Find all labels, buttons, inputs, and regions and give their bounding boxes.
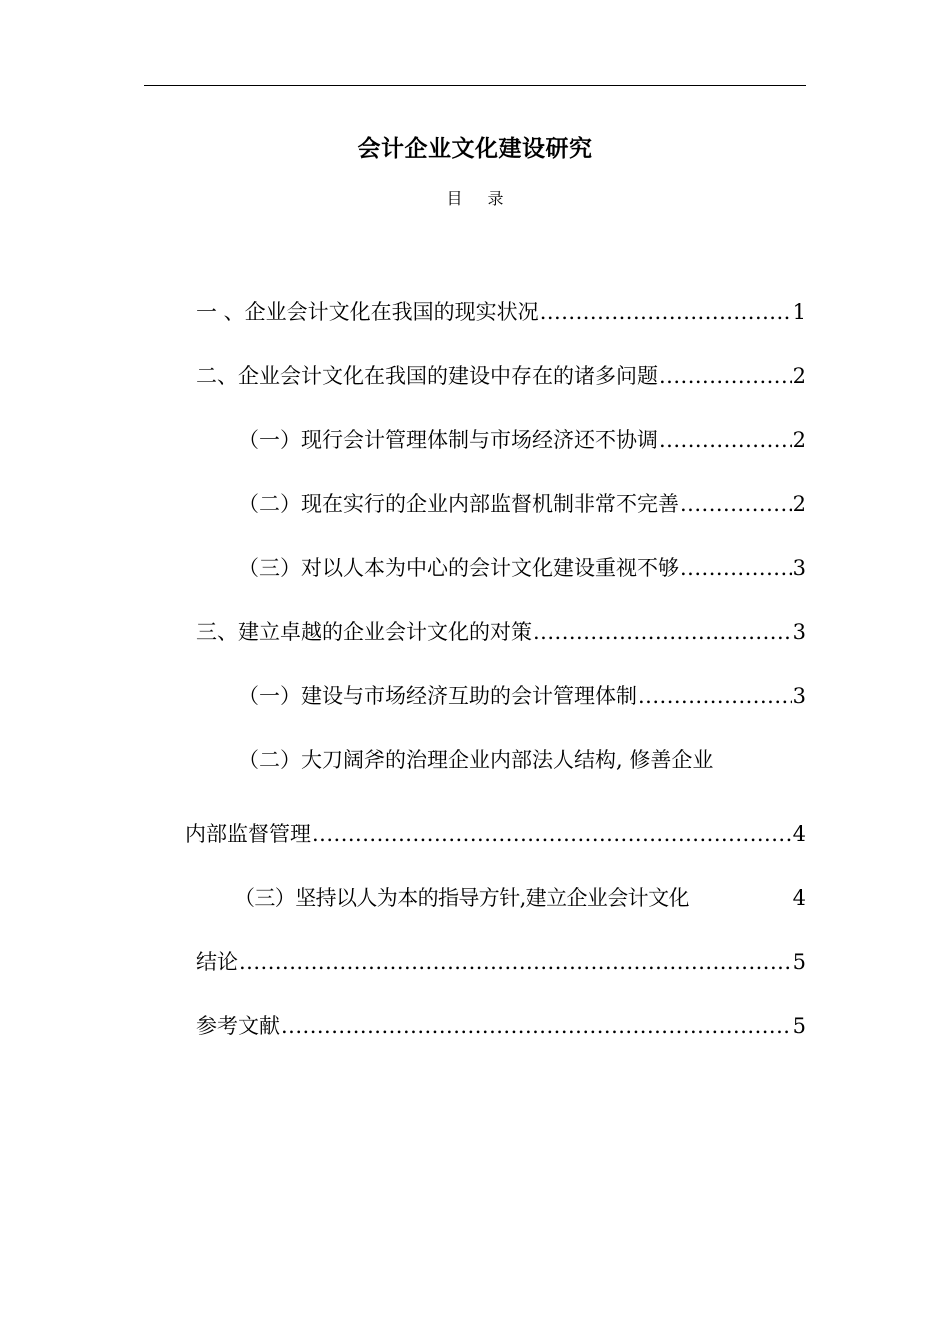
toc-leader (680, 484, 792, 524)
toc-page-number: 4 (792, 822, 806, 846)
toc-leader (680, 548, 792, 588)
toc-entry[interactable] (185, 814, 806, 854)
toc-leader (659, 356, 792, 396)
toc-page-number: 3 (792, 556, 806, 580)
toc-entry-text: 结论 (196, 950, 238, 974)
toc-leader (239, 942, 792, 982)
toc-page-number: 4 (792, 886, 806, 910)
toc-entry[interactable] (196, 1006, 806, 1046)
toc-page-number: 3 (792, 684, 806, 708)
toc-entry-text: 内部监督管理 (185, 822, 311, 846)
toc-entry[interactable] (238, 676, 806, 716)
toc-entry[interactable] (234, 878, 806, 918)
toc-entry[interactable] (238, 548, 806, 588)
toc-leader (533, 612, 792, 652)
toc-page-number: 1 (792, 300, 806, 324)
toc-page-number: 2 (792, 428, 806, 452)
toc-entry[interactable] (196, 612, 806, 652)
toc-heading: 目 录 (446, 189, 514, 208)
toc-entry-text: （二）现在实行的企业内部监督机制非常不完善 (238, 492, 679, 516)
toc-entry-text: 一 、企业会计文化在我国的现实状况 (196, 300, 539, 324)
document-title: 会计企业文化建设研究 (357, 135, 593, 162)
toc-leader (281, 1006, 792, 1046)
toc-entry-text: 三、建立卓越的企业会计文化的对策 (196, 620, 532, 644)
toc-entry-text: （一）现行会计管理体制与市场经济还不协调 (238, 428, 658, 452)
toc-leader (540, 292, 792, 332)
toc-page-number: 5 (792, 1014, 806, 1038)
toc-page-number: 2 (792, 492, 806, 516)
toc-entry[interactable] (196, 942, 806, 982)
toc-leader (659, 420, 792, 460)
header-rule (144, 85, 806, 86)
toc-leader (312, 814, 792, 854)
toc-entry-text: （三）对以人本为中心的会计文化建设重视不够 (238, 556, 679, 580)
toc-entry[interactable] (196, 292, 806, 332)
toc-entry-text: （三）坚持以人为本的指导方针,建立企业会计文化 (234, 886, 689, 910)
toc-page-number: 2 (792, 364, 806, 388)
toc-page-number: 5 (792, 950, 806, 974)
toc-entry[interactable] (238, 420, 806, 460)
toc-leader (638, 676, 792, 716)
toc-entry-text: （一）建设与市场经济互助的会计管理体制 (238, 684, 637, 708)
toc-page-number: 3 (792, 620, 806, 644)
toc-entry[interactable] (238, 484, 806, 524)
toc-entry-text: 二、企业会计文化在我国的建设中存在的诸多问题 (196, 364, 658, 388)
toc-entry-line1[interactable]: （二）大刀阔斧的治理企业内部法人结构, 修善企业 (238, 748, 714, 772)
toc-entry[interactable] (196, 356, 806, 396)
toc-entry-text: 参考文献 (196, 1014, 280, 1038)
